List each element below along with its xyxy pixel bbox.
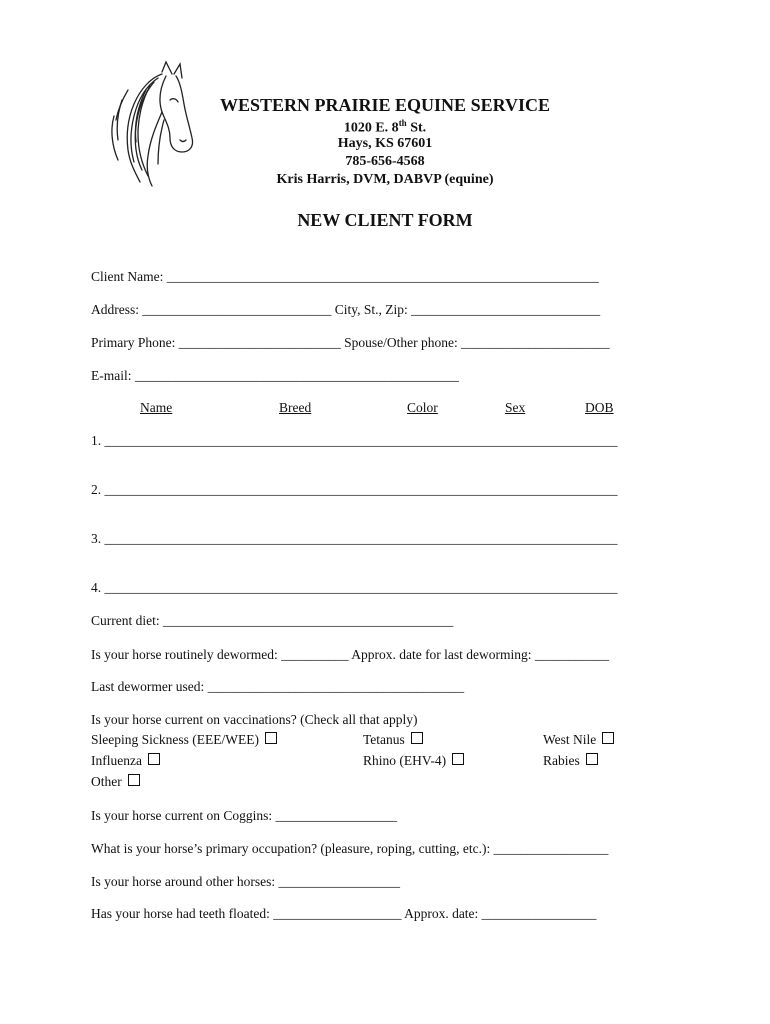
- form-title: NEW CLIENT FORM: [297, 210, 473, 230]
- last-dewormer-field[interactable]: Last dewormer used: ______________________________________: [91, 679, 465, 694]
- clinic-veterinarian: Kris Harris, DVM, DABVP (equine): [276, 172, 494, 187]
- vaccine-label: Other: [91, 774, 122, 789]
- clinic-street: [0, 118, 770, 137]
- horse-sex-header: Sex: [505, 400, 526, 415]
- phone-fields[interactable]: Primary Phone: ________________________ Spouse/Other phone: ______________________: [91, 335, 610, 350]
- email-field[interactable]: E-mail: ________________________________________________: [91, 368, 459, 383]
- horse-entry-line[interactable]: 4. ____________________________________________________________________________: [91, 580, 618, 595]
- checkbox-icon[interactable]: [148, 753, 160, 765]
- clinic-phone: 785-656-4568: [345, 154, 425, 169]
- horse-name-header: Name: [140, 400, 173, 415]
- horse-entry-line[interactable]: 2. ____________________________________________________________________________: [91, 482, 618, 497]
- coggins-field[interactable]: Is your horse current on Coggins: __________________: [91, 808, 397, 823]
- checkbox-icon[interactable]: [411, 732, 423, 744]
- vaccine-label: Rabies: [543, 753, 580, 768]
- vaccinations-question: Is your horse current on vaccinations? (Check all that apply): [91, 712, 418, 727]
- occupation-field[interactable]: What is your horse’s primary occupation? (pleasure, roping, cutting, etc.): _________________: [91, 841, 609, 856]
- address-field[interactable]: Address: ____________________________ City, St., Zip: ____________________________: [91, 302, 601, 317]
- around-other-horses-field[interactable]: Is your horse around other horses: __________________: [91, 874, 400, 889]
- checkbox-icon[interactable]: [452, 753, 464, 765]
- vaccine-other: [91, 774, 140, 790]
- checkbox-icon[interactable]: [265, 732, 277, 744]
- street-number: 1020 E. 8: [343, 120, 399, 136]
- current-diet-field[interactable]: Current diet: ___________________________________________: [91, 613, 454, 628]
- horse-entry-line[interactable]: 3. ____________________________________________________________________________: [91, 531, 618, 546]
- clinic-name: WESTERN PRAIRIE EQUINE SERVICE: [220, 95, 550, 115]
- vaccine-sleeping-sickness: [91, 732, 277, 748]
- deworming-field[interactable]: Is your horse routinely dewormed: __________ Approx. date for last deworming: ___________: [91, 647, 610, 662]
- vaccine-tetanus: [363, 732, 423, 748]
- street-ordinal: th: [398, 118, 407, 128]
- vaccine-rabies: [543, 753, 598, 769]
- checkbox-icon[interactable]: [586, 753, 598, 765]
- clinic-city: Hays, KS 67601: [337, 136, 433, 151]
- teeth-floated-field[interactable]: Has your horse had teeth floated: ___________________ Approx. date: _________________: [91, 906, 597, 921]
- horse-entry-line[interactable]: 1. ____________________________________________________________________________: [91, 433, 618, 448]
- street-suffix: St.: [406, 120, 427, 136]
- vaccine-label: Sleeping Sickness (EEE/WEE): [91, 732, 259, 747]
- vaccine-label: West Nile: [543, 732, 597, 747]
- vaccine-label: Influenza: [91, 753, 142, 768]
- checkbox-icon[interactable]: [128, 774, 140, 786]
- vaccine-label: Rhino (EHV-4): [363, 753, 447, 768]
- horse-color-header: Color: [407, 400, 438, 415]
- horse-breed-header: Breed: [279, 400, 312, 415]
- vaccine-influenza: [91, 753, 160, 769]
- horse-dob-header: DOB: [585, 400, 614, 415]
- checkbox-icon[interactable]: [602, 732, 614, 744]
- client-name-field[interactable]: Client Name: ________________________________________________________________: [91, 269, 599, 284]
- vaccine-rhino: [363, 753, 464, 769]
- vaccine-label: Tetanus: [363, 732, 405, 747]
- vaccine-west-nile: [543, 732, 614, 748]
